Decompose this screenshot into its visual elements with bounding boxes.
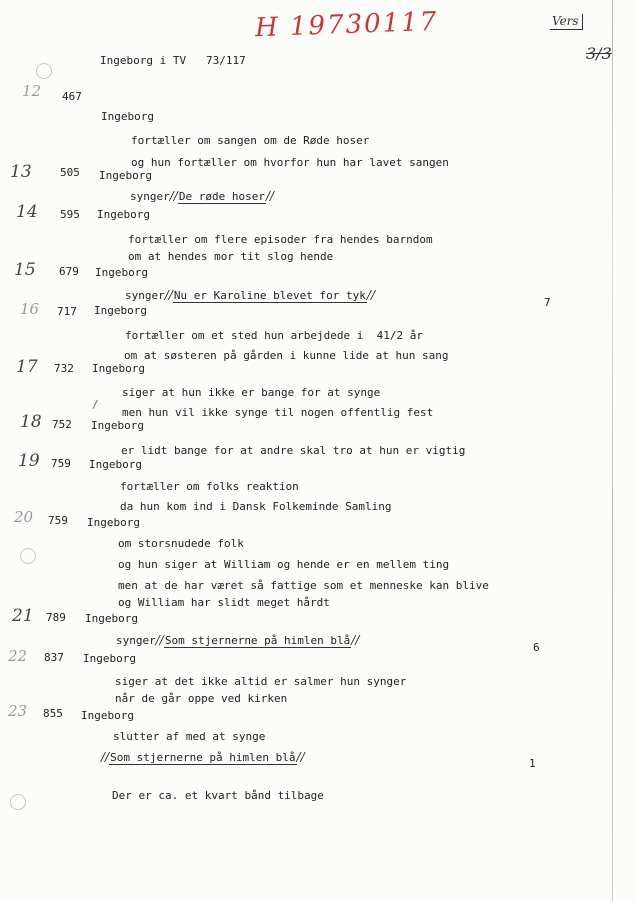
speaker-name: Ingeborg <box>99 169 152 182</box>
margin-number: 15 <box>14 260 36 280</box>
page-fraction: 3/3 <box>586 44 612 63</box>
entry-line: fortæller om folks reaktion <box>120 480 299 493</box>
quote-mark: // <box>265 189 275 203</box>
entry-line: er lidt bange for at andre skal tro at hun er vigtig <box>121 444 466 457</box>
counter-number: 467 <box>62 90 82 103</box>
margin-number: 18 <box>20 412 42 432</box>
quote-mark: // <box>296 750 305 764</box>
speaker-name: Ingeborg <box>97 208 150 221</box>
speaker-name: Ingeborg <box>83 652 136 665</box>
margin-number: 13 <box>10 162 32 182</box>
page-edge-shadow <box>612 0 613 901</box>
entry-line: og hun siger at William og hende er en mellem ting <box>118 558 450 571</box>
song-title: Som stjernerne på himlen blå <box>110 751 296 764</box>
entry-line <box>125 289 375 302</box>
margin-number: 14 <box>16 202 38 222</box>
quote-mark: // <box>164 288 173 302</box>
document-code: 73/117 <box>205 54 246 67</box>
entry-line: men hun vil ikke synge til nogen offentlig fest <box>122 406 434 419</box>
entry-line: da hun kom ind i Dansk Folkeminde Samling <box>120 500 392 513</box>
entry-line: slutter af med at synge <box>113 730 266 743</box>
speaker-name: Ingeborg <box>91 419 144 432</box>
counter-number: 789 <box>46 611 66 624</box>
entry-line: fortæller om et sted hun arbejdede i 41/2 år <box>125 329 424 342</box>
entry-line: og hun fortæller om hvorfor hun har lavet sangen <box>131 156 449 169</box>
action-text: synger <box>125 289 165 302</box>
counter-number: 505 <box>60 166 80 179</box>
margin-number: 20 <box>14 508 34 526</box>
entry-line <box>101 751 305 764</box>
quote-mark: // <box>169 189 178 203</box>
counter-number: 759 <box>51 457 71 470</box>
entry-line: om storsnudede folk <box>118 537 244 550</box>
margin-number: 21 <box>12 606 34 626</box>
quote-mark: // <box>351 633 360 647</box>
entry-line: siger at hun ikke er bange for at synge <box>122 386 381 399</box>
entry-line: men at de har været så fattige som et menneske kan blive <box>118 579 489 592</box>
counter-number: 855 <box>43 707 63 720</box>
counter-number: 679 <box>59 265 79 278</box>
song-title: De røde hoser <box>178 190 265 203</box>
speaker-name: Ingeborg <box>81 709 134 722</box>
entry-line: og William har slidt meget hårdt <box>118 596 330 609</box>
document-title-line <box>100 54 246 67</box>
handwritten-archive-reference: H 19730117 <box>254 6 439 44</box>
entry-line: fortæller om flere episoder fra hendes barndom <box>128 233 433 246</box>
speaker-name: Ingeborg <box>92 362 145 375</box>
song-title: Nu er Karoline blevet for tyk <box>173 289 366 302</box>
entry-line: når de går oppe ved kirken <box>115 692 288 705</box>
counter-number: 717 <box>57 305 77 318</box>
document-title: Ingeborg i TV <box>100 54 187 67</box>
entry-line <box>116 634 359 647</box>
action-text: synger <box>116 634 156 647</box>
entry-line: siger at det ikke altid er salmer hun synger <box>115 675 407 688</box>
speaker-name: Ingeborg <box>89 458 142 471</box>
counter-number: 837 <box>44 651 64 664</box>
speaker-name: Ingeborg <box>94 304 147 317</box>
margin-number: 23 <box>8 702 28 720</box>
speaker-name: Ingeborg <box>85 612 138 625</box>
quote-mark: // <box>101 750 110 764</box>
margin-number: 16 <box>20 300 40 318</box>
margin-number: 17 <box>16 357 38 377</box>
punch-hole-middle <box>20 548 36 564</box>
pencil-tick-mark: / <box>92 398 99 411</box>
speaker-name: Ingeborg <box>101 110 154 123</box>
song-title: Som stjernerne på himlen blå <box>164 634 351 647</box>
verse-column-label: Vers <box>550 14 583 30</box>
counter-number: 759 <box>48 514 68 527</box>
quote-mark: // <box>366 288 375 302</box>
margin-number: 19 <box>18 451 40 471</box>
footer-note: Der er ca. et kvart bånd tilbage <box>112 789 324 802</box>
entry-line: om at søsteren på gården i kunne lide at hun sang <box>124 349 449 362</box>
counter-number: 732 <box>54 362 74 375</box>
verse-count: 6 <box>533 641 540 654</box>
margin-number: 12 <box>22 82 42 100</box>
speaker-name: Ingeborg <box>95 266 148 279</box>
entry-line: om at hendes mor tit slog hende <box>128 250 334 263</box>
action-text: synger <box>130 190 170 203</box>
counter-number: 595 <box>60 208 80 221</box>
entry-line <box>130 190 274 203</box>
quote-mark: // <box>155 633 164 647</box>
margin-number: 22 <box>8 647 28 665</box>
speaker-name: Ingeborg <box>87 516 140 529</box>
counter-number: 752 <box>52 418 72 431</box>
punch-hole-top <box>36 63 52 79</box>
verse-count: 7 <box>544 296 551 309</box>
verse-count: 1 <box>529 757 536 770</box>
punch-hole-bottom <box>10 794 26 810</box>
entry-line: fortæller om sangen om de Røde hoser <box>131 134 370 147</box>
